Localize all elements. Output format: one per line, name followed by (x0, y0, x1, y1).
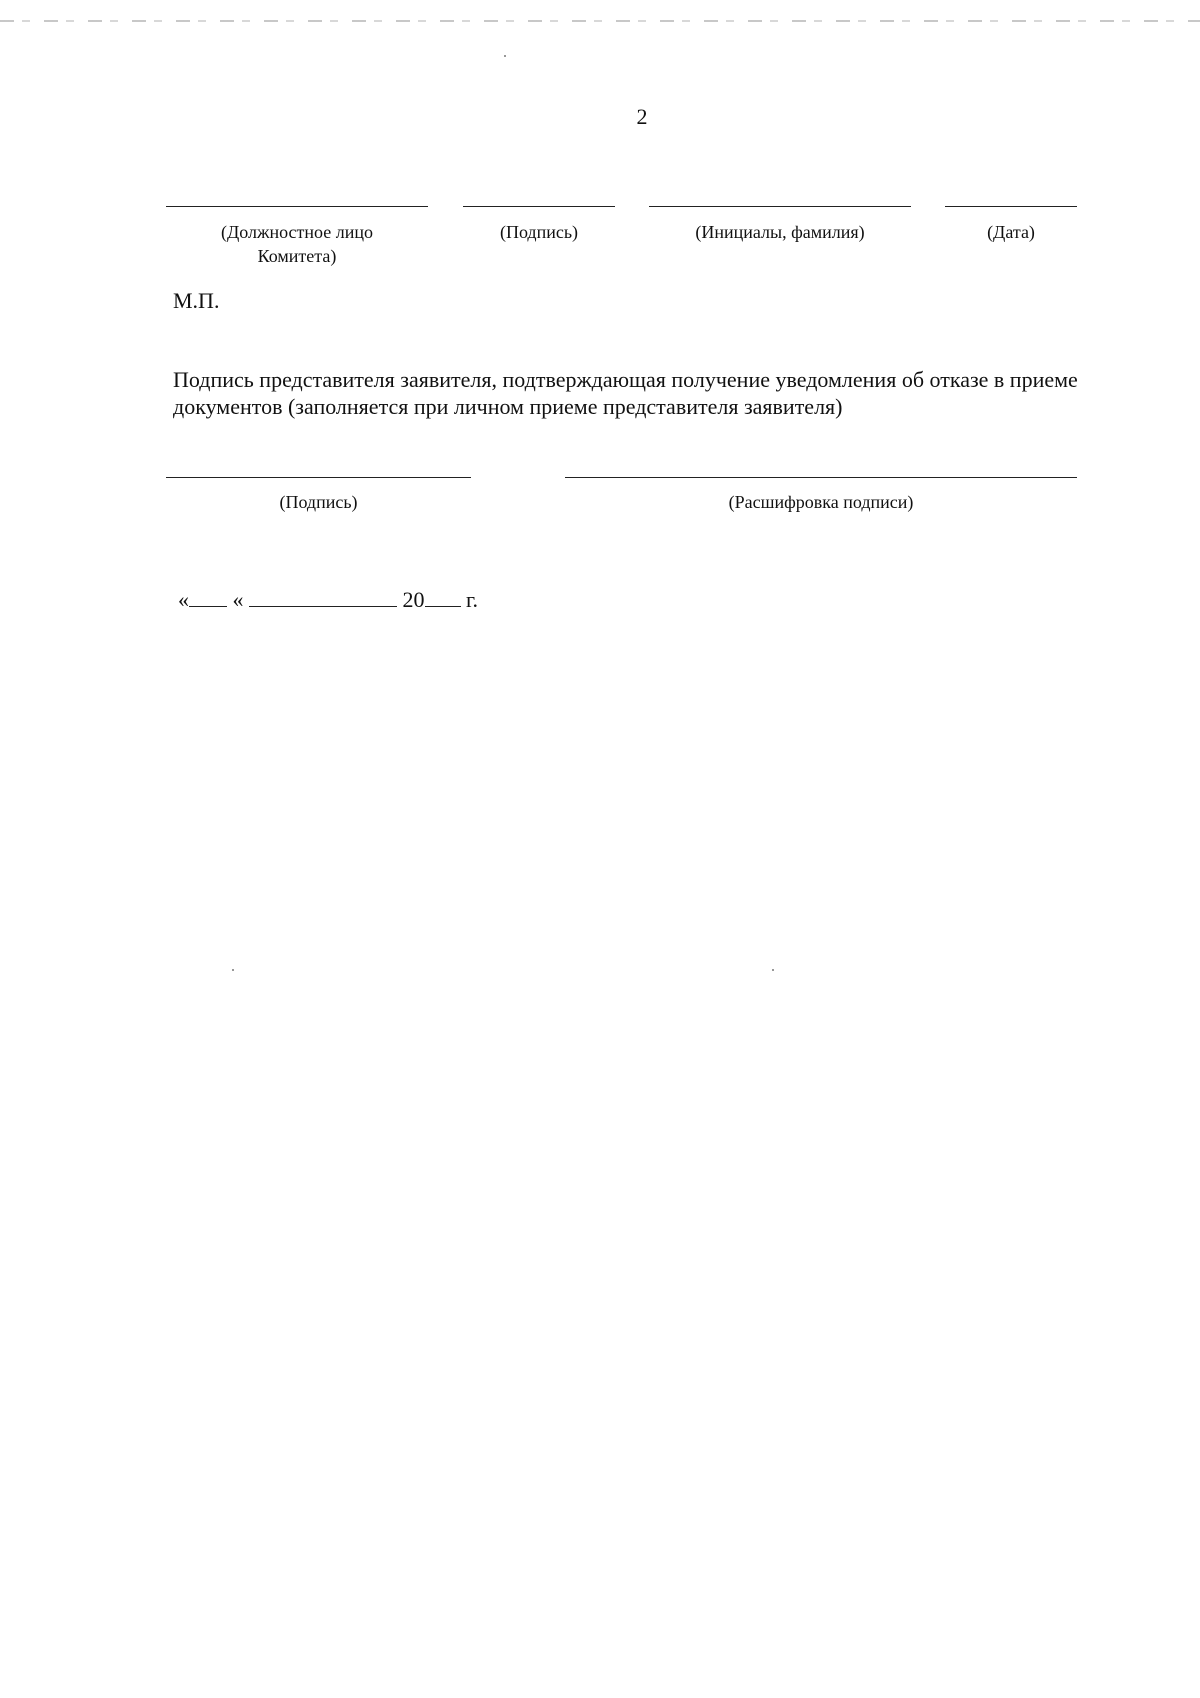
page-number: 2 (636, 104, 648, 129)
scan-speck (772, 969, 774, 971)
applicant-statement: Подпись представителя заявителя, подтверждающая получение уведомления об отказе в приеме документов (заполняется при личном приеме представителя заявителя) (173, 367, 1078, 419)
official-label: (Должностное лицо Комитета) (221, 222, 373, 266)
applicant-signature-line (166, 477, 471, 478)
year-prefix: 20 (402, 587, 425, 612)
date-template (178, 587, 478, 613)
date-close-quote: « (232, 587, 244, 612)
year-blank (425, 588, 461, 607)
name-label: (Инициалы, фамилия) (695, 222, 865, 242)
day-blank (189, 588, 227, 607)
signature-decryption-label: (Расшифровка подписи) (728, 492, 914, 512)
signature-decryption-line (565, 477, 1077, 478)
signature-label: (Подпись) (499, 222, 579, 242)
date-open-quote: « (178, 587, 189, 612)
applicant-signature-label: (Подпись) (279, 492, 358, 512)
scan-edge-artifact (0, 20, 1200, 22)
scan-speck (232, 969, 234, 971)
date-label: (Дата) (987, 222, 1035, 242)
signature-line (463, 206, 615, 207)
official-line (166, 206, 428, 207)
name-line (649, 206, 911, 207)
date-line (945, 206, 1077, 207)
scan-speck (504, 55, 506, 57)
stamp-place-label: М.П. (173, 288, 220, 313)
year-suffix: г. (466, 587, 479, 612)
month-blank (249, 588, 397, 607)
